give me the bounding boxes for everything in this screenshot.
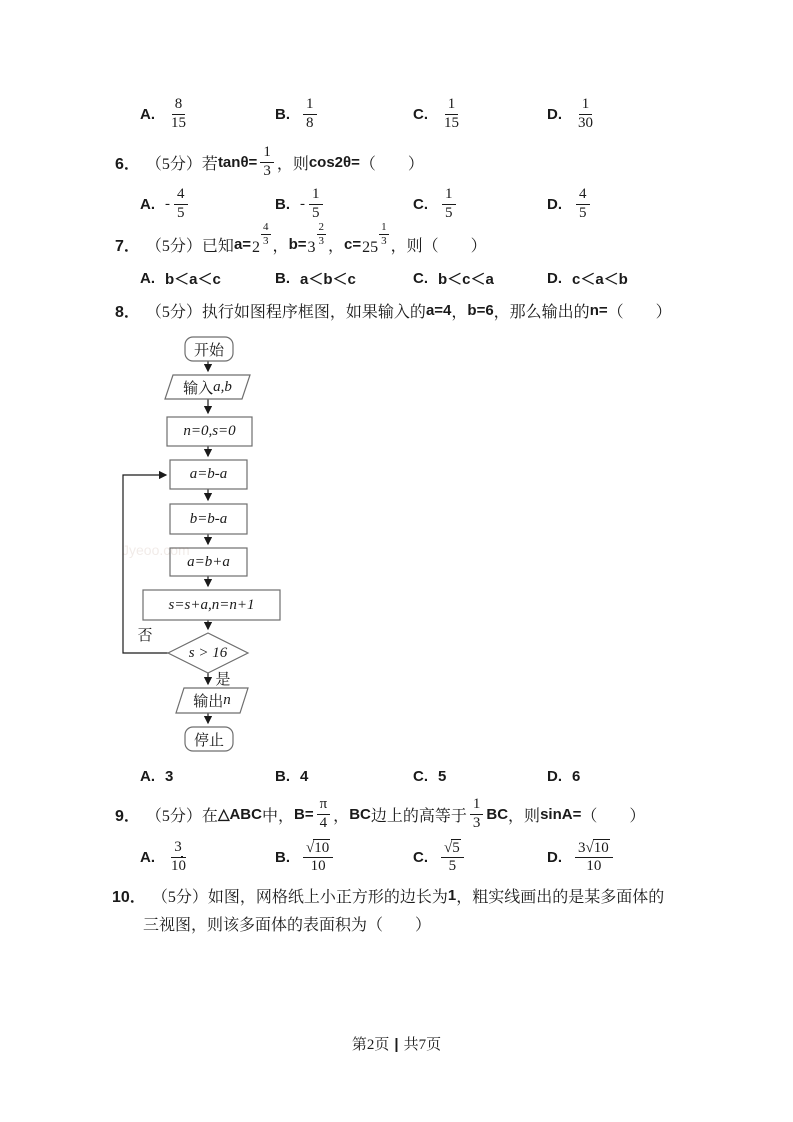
fraction — [575, 839, 613, 876]
numerator: 2 — [318, 221, 324, 234]
minus-sign: - — [300, 195, 305, 212]
denominator: 5 — [445, 204, 453, 221]
coefficient: 3 — [578, 839, 586, 856]
flowchart-condition — [168, 633, 248, 673]
radicand: 10 — [314, 839, 330, 856]
step4-expr: s=s+a,n=n+1 — [168, 596, 255, 613]
stem-text: 边上的高等于 — [370, 807, 467, 825]
choice-text: a＜b＜c — [300, 270, 356, 288]
step3-expr: a=b+a — [187, 553, 230, 570]
q10-stem-line2 — [143, 912, 431, 934]
denominator: 15 — [444, 114, 459, 131]
numerator: 1 — [472, 796, 481, 813]
output-label: 输出 — [193, 694, 224, 710]
choice-label: B. — [275, 848, 290, 866]
radicand: 10 — [593, 839, 609, 856]
denominator: 5 — [448, 858, 457, 874]
answer-blank: ，则（ ） — [390, 237, 487, 255]
q6-choice-c — [413, 183, 459, 225]
stem-math: BC — [486, 805, 509, 823]
denominator: 3 — [263, 162, 271, 179]
question-score: （5分） — [145, 303, 202, 321]
radical-icon: √ — [585, 839, 594, 856]
question-number: 10． — [112, 888, 146, 906]
denominator: 5 — [579, 204, 587, 221]
choice-text: c＜a＜b — [572, 270, 628, 288]
choice-label: B. — [275, 767, 290, 785]
choice-label: B. — [275, 269, 290, 287]
exponent-fraction — [261, 221, 271, 246]
footer-page-total: 共7页 — [403, 1037, 442, 1053]
q6-choices — [140, 183, 700, 225]
choice-label: A. — [140, 848, 155, 866]
stem-math: BC — [349, 805, 371, 823]
q7-choice-c — [413, 268, 494, 288]
q9-choice-a — [140, 836, 192, 878]
fraction — [260, 144, 274, 180]
q5-choice-b — [275, 93, 320, 135]
stem-text: ， — [333, 807, 350, 825]
denominator: 10 — [171, 857, 186, 874]
radicand: 5 — [452, 839, 460, 856]
stem-text: ， — [272, 237, 289, 255]
q8-choice-a — [140, 766, 173, 786]
choice-text: b＜c＜a — [438, 270, 494, 288]
choice-label: A. — [140, 767, 155, 785]
denominator: 3 — [381, 234, 387, 247]
denominator: 5 — [177, 204, 185, 221]
flowchart-step4 — [143, 590, 280, 620]
q6-choice-d — [547, 183, 593, 225]
fraction — [575, 96, 596, 132]
q7-choice-a — [140, 268, 221, 288]
question-score: （5分） — [145, 237, 202, 255]
stem-math: cos2θ= — [308, 153, 360, 171]
question-score: （5分） — [145, 807, 202, 825]
flowchart-start — [185, 337, 233, 361]
input-label: 输入 — [183, 380, 214, 397]
numerator: 1 — [447, 96, 456, 113]
numerator: 8 — [174, 96, 183, 113]
stem-math: sinA= — [540, 805, 582, 823]
power-expression — [252, 221, 272, 256]
choice-text: 4 — [300, 767, 309, 785]
q10-stem-line1 — [112, 884, 664, 906]
yes-text: 是 — [215, 671, 231, 688]
q7-choice-d — [547, 268, 628, 288]
choice-label: D. — [547, 767, 562, 785]
fraction — [303, 839, 333, 876]
numerator: 4 — [177, 186, 185, 203]
denominator: 15 — [171, 114, 186, 131]
numerator: 1 — [445, 186, 453, 203]
q9-choice-b — [275, 836, 336, 878]
choice-label: A. — [140, 195, 155, 213]
q7-choice-b — [275, 268, 356, 288]
stem-text: 在 — [201, 807, 218, 825]
flowchart-output — [176, 688, 248, 713]
footer-page-current: 第2页 — [351, 1037, 390, 1053]
question-number: 9． — [115, 807, 140, 825]
flowchart-input — [165, 375, 250, 399]
base: 2 — [252, 238, 261, 256]
choice-label: C. — [413, 269, 428, 287]
denominator: 3 — [263, 234, 269, 247]
choice-label: D. — [547, 195, 562, 213]
choice-label: D. — [547, 848, 562, 866]
minus-sign: - — [165, 195, 170, 212]
stem-math: b=6 — [467, 301, 494, 319]
choice-label: C. — [413, 195, 428, 213]
stem-math: a=4 — [425, 301, 452, 319]
flowchart-yes-label — [213, 668, 233, 688]
choice-label: C. — [413, 848, 428, 866]
stem-text: ，则 — [276, 155, 309, 173]
answer-blank: （ ） — [581, 807, 646, 825]
denominator: 4 — [319, 814, 328, 831]
question-score: （5分） — [151, 888, 208, 906]
choice-label: D. — [547, 105, 562, 123]
stem-text: 若 — [201, 155, 218, 173]
q8-choice-b — [275, 766, 308, 786]
output-var: n — [223, 692, 231, 708]
q8-stem — [115, 298, 672, 322]
answer-blank: （ ） — [607, 303, 672, 321]
numerator: 1 — [263, 144, 271, 161]
stem-text: 三视图，则该多面体的表面积为（ ） — [143, 916, 432, 934]
numerator: π — [319, 796, 328, 813]
page-footer — [0, 1033, 793, 1054]
choice-label: B. — [275, 105, 290, 123]
input-vars: a,b — [213, 378, 232, 395]
choice-label: A. — [140, 269, 155, 287]
fraction — [442, 186, 456, 222]
step1-expr: a=b-a — [189, 466, 228, 482]
q5-choice-c — [413, 93, 465, 135]
q7-choices — [140, 268, 700, 288]
choice-text: 6 — [572, 767, 581, 785]
denominator: 10 — [310, 858, 326, 874]
q9-choice-d — [547, 836, 616, 878]
question-number: 8． — [115, 303, 140, 321]
denominator: 30 — [578, 114, 593, 131]
q6-choice-a — [140, 183, 191, 225]
fraction — [168, 96, 189, 132]
q5-choice-a — [140, 93, 192, 135]
choice-label: B. — [275, 195, 290, 213]
stem-text: 如图，网格纸上小正方形的边长为 — [207, 888, 448, 906]
q5-choices — [140, 93, 700, 135]
stem-math: c= — [344, 235, 362, 253]
stem-text: 中， — [261, 807, 294, 825]
fraction — [174, 186, 188, 222]
denominator: 5 — [312, 204, 320, 221]
power-expression — [362, 221, 390, 256]
choice-text: b＜a＜c — [165, 270, 221, 288]
stem-math: b= — [288, 235, 307, 253]
stem-text: 执行如图程序框图，如果输入的 — [201, 303, 426, 321]
flowchart-step1 — [170, 460, 247, 489]
watermark: Jyeoo.com — [122, 542, 190, 558]
denominator: 10 — [586, 858, 602, 874]
flowchart-no-label — [135, 624, 155, 644]
stem-text: ，则 — [508, 807, 541, 825]
base: 3 — [307, 238, 316, 256]
condition-expr: s > 16 — [188, 644, 228, 661]
numerator: 1 — [306, 96, 314, 113]
stem-math: B= — [294, 805, 314, 823]
choice-text: 3 — [165, 767, 174, 785]
stem-math: tanθ= — [217, 153, 258, 171]
fraction — [168, 839, 189, 875]
base: 25 — [362, 238, 379, 256]
numerator: 1 — [381, 221, 387, 234]
q8-choices — [140, 766, 700, 786]
step2-expr: b=b-a — [189, 510, 228, 527]
numerator: 4 — [579, 186, 587, 203]
footer-separator: | — [394, 1036, 399, 1053]
stem-text: ，粗实线画出的是某多面体的 — [456, 888, 665, 906]
flowchart-stop — [185, 727, 233, 751]
coefficient: 3 — [174, 839, 182, 856]
q5-choice-d — [547, 93, 599, 135]
q6-choice-b — [275, 183, 326, 225]
stem-math: a= — [233, 235, 252, 253]
choice-label: C. — [413, 767, 428, 785]
fraction — [303, 96, 317, 132]
radical-icon: √ — [306, 839, 315, 856]
denominator: 8 — [306, 114, 314, 131]
stem-text: ， — [328, 237, 345, 255]
stem-math: 1 — [447, 886, 457, 904]
q7-stem — [115, 221, 487, 264]
fraction — [317, 796, 331, 832]
fraction — [470, 796, 484, 832]
stop-label: 停止 — [193, 732, 224, 749]
stem-math: △ABC — [217, 806, 262, 823]
choice-label: C. — [413, 105, 428, 123]
power-expression — [307, 221, 328, 256]
denominator: 3 — [472, 814, 481, 831]
radical-icon: √ — [444, 839, 453, 856]
choice-label: D. — [547, 269, 562, 287]
numerator: 4 — [263, 221, 269, 234]
stem-text: ， — [451, 303, 468, 321]
numerator: 1 — [312, 186, 320, 203]
fraction — [441, 839, 464, 876]
q8-choice-c — [413, 766, 446, 786]
start-label: 开始 — [193, 342, 224, 359]
q8-choice-d — [547, 766, 580, 786]
choice-text: 5 — [438, 767, 447, 785]
q6-stem — [115, 142, 424, 182]
exponent-fraction — [379, 221, 389, 246]
flowchart-step2 — [170, 504, 247, 534]
exponent-fraction — [317, 221, 327, 246]
q9-choices — [140, 836, 700, 878]
stem-text: 已知 — [201, 237, 234, 255]
stem-text: ，那么输出的 — [493, 303, 590, 321]
q9-stem — [115, 793, 645, 835]
flowchart-init — [167, 417, 252, 446]
question-number: 6． — [115, 155, 140, 173]
question-score: （5分） — [145, 155, 202, 173]
fraction — [441, 96, 462, 132]
radicand — [181, 856, 183, 857]
q9-choice-c — [413, 836, 467, 878]
init-expr: n=0,s=0 — [183, 423, 236, 439]
no-text: 否 — [137, 627, 153, 644]
fraction — [309, 186, 323, 222]
stem-math: n= — [589, 301, 608, 319]
numerator: 1 — [581, 96, 590, 113]
denominator: 3 — [318, 234, 324, 247]
question-number: 7． — [115, 237, 140, 255]
answer-blank: （ ） — [359, 155, 424, 173]
choice-label: A. — [140, 105, 155, 123]
fraction — [576, 186, 590, 222]
